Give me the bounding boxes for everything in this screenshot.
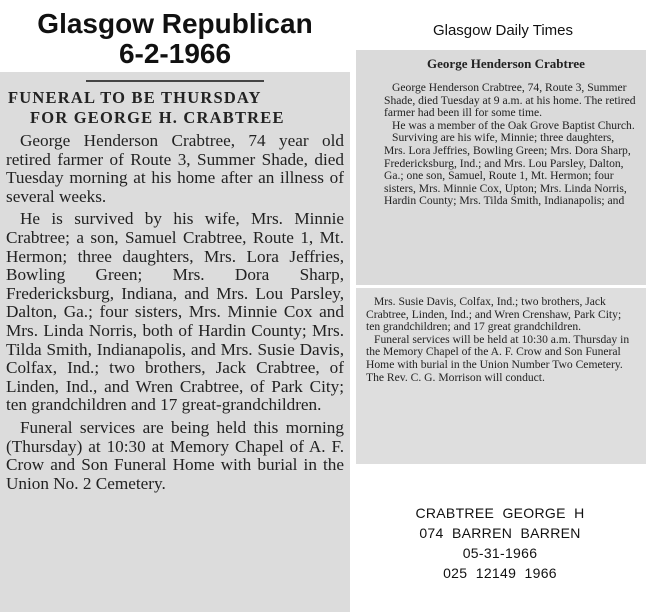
headline-line-2: FOR GEORGE H. CRABTREE bbox=[30, 108, 285, 127]
death-record-block bbox=[350, 503, 650, 583]
republican-clipping bbox=[0, 72, 350, 612]
republican-paragraph-1: George Henderson Crabtree, 74 year old retired farmer of Route 3, Summer Shade, died Tuesday morning at his home after an illness of several weeks. bbox=[6, 131, 344, 206]
left-newspaper-date: 6-2-1966 bbox=[118, 38, 232, 69]
daily-times-clip-title: George Henderson Crabtree bbox=[427, 56, 585, 71]
daily-times-paragraph-5: Funeral services will be held at 10:30 a.m. Thursday in the Memory Chapel of the A. F. Crow and Son Funeral Home with burial in the Union Number Two Cemetery. The Rev. C. G. Morrison will conduct. bbox=[366, 332, 630, 384]
record-county-line: 074 BARREN BARREN bbox=[419, 525, 581, 541]
daily-times-paragraph-3: Surviving are his wife, Minnie; three daughters, Mrs. Lora Jeffries, Bowling Green; Mrs. Dora Sharp, Fredericksburg, Ind.; and Mrs. Lou Parsley, Dalton, Ga.; one son, Samuel, Route 1, Mt. Hermon; four sisters, Mrs. Minnie Cox, Upton; Mrs. Linda Norris, Hardin County; Mrs. Tilda Smith, Indianapolis; and bbox=[384, 131, 631, 208]
daily-times-paragraph-1: George Henderson Crabtree, 74, Route 3, Summer Shade, died Tuesday at 9 a.m. at his home. The retired farmer had been ill for some time. bbox=[384, 81, 636, 120]
clipping-rule bbox=[86, 80, 264, 82]
clipping-headline bbox=[6, 88, 344, 128]
republican-paragraph-3: Funeral services are being held this morning (Thursday) at 10:30 at Memory Chapel of A. F. Crow and Son Funeral Home with burial in the Union No. 2 Cemetery. bbox=[6, 417, 344, 493]
left-newspaper-name: Glasgow Republican bbox=[37, 8, 313, 39]
daily-times-clipping-top bbox=[356, 50, 646, 285]
record-certificate-line: 025 12149 1966 bbox=[443, 565, 557, 581]
daily-times-paragraph-4: Mrs. Susie Davis, Colfax, Ind.; two brothers, Jack Crabtree, Linden, Ind.; and Wren Crenshaw, Park City; ten grandchildren; and 17 great grandchildren. bbox=[366, 295, 622, 334]
record-name-line: CRABTREE GEORGE H bbox=[415, 505, 585, 521]
record-date-line: 05-31-1966 bbox=[462, 545, 538, 561]
republican-paragraph-2: He is survived by his wife, Mrs. Minnie Crabtree; a son, Samuel Crabtree, Route 1, Mt. Hermon; three daughters, Mrs. Lora Jeffries, Bowling Green; Mrs. Dora Sharp, Fredericksburg, Indiana, and Mrs. Lou Parsley, Dalton, Ga.; four sisters, Mrs. Minnie Cox and Mrs. Linda Norris, both of Hardin County; Mrs. Tilda Smith, Indianapolis, and Mrs. Susie Davis, Colfax, Ind.; two brothers, Jack Crabtree, of Linden, Ind., and Wren Crabtree, of Park City; ten grandchildren and 17 great-grandchildren. bbox=[6, 209, 344, 415]
headline-line-1: FUNERAL TO BE THURSDAY bbox=[8, 88, 262, 107]
daily-times-clipping-bottom bbox=[356, 288, 646, 464]
right-newspaper-name: Glasgow Daily Times bbox=[432, 22, 574, 39]
daily-times-paragraph-2: He was a member of the Oak Grove Baptist Church. bbox=[392, 118, 635, 132]
